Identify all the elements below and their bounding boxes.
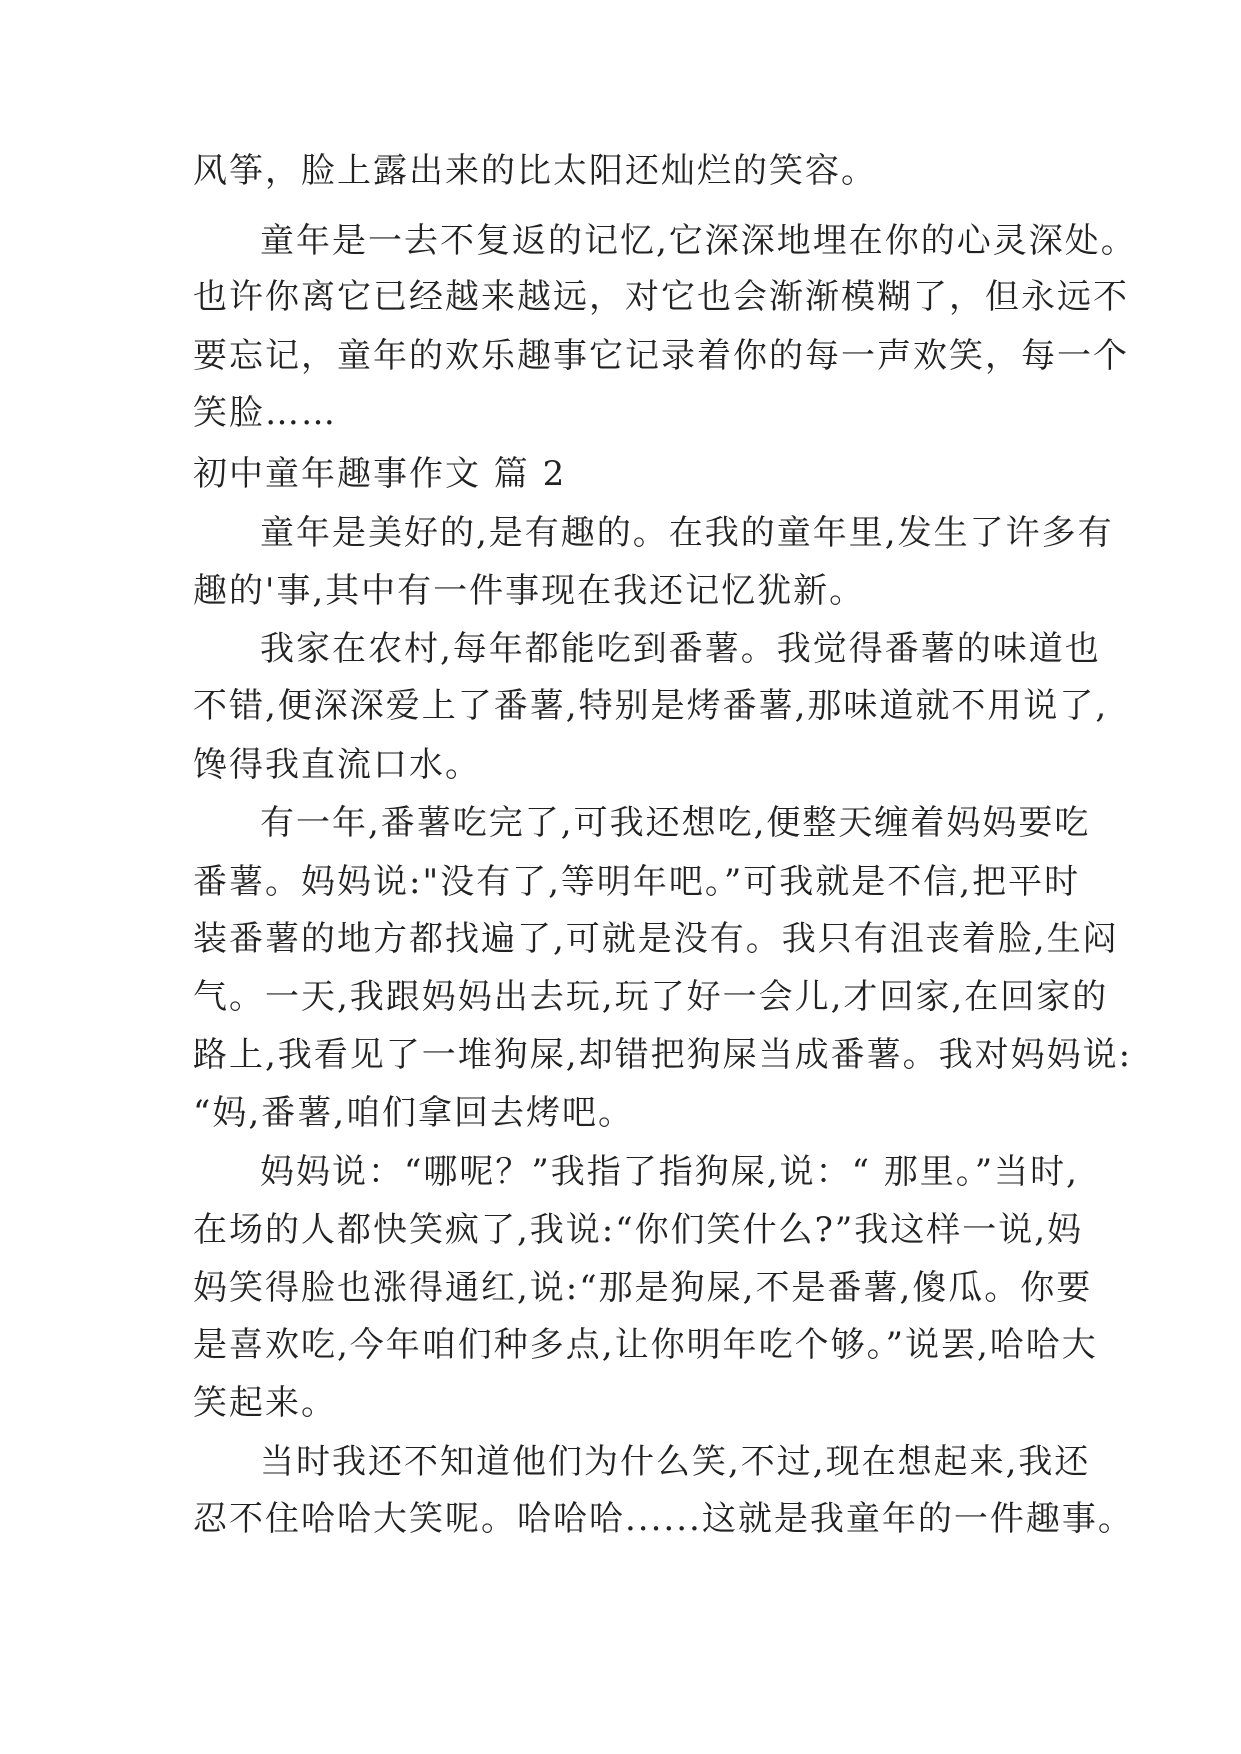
text-line: 当时我还不知道他们为什么笑,不过,现在想起来,我还 [260, 1442, 1091, 1482]
text-line: 也许你离它已经越来越远，对它也会渐渐模糊了，但永远不 [193, 277, 1129, 317]
text-line: 有一年,番薯吃完了,可我还想吃,便整天缠着妈妈要吃 [260, 803, 1091, 843]
text-line: 妈妈说：“哪呢？”我指了指狗屎,说：“ 那里。”当时, [260, 1152, 1079, 1192]
text-line: 趣的'事,其中有一件事现在我还记忆犹新。 [193, 571, 866, 611]
text-line: 是喜欢吃,今年咱们种多点,让你明年吃个够。”说罢,哈哈大 [193, 1325, 1098, 1365]
text-line: 童年是一去不复返的记忆,它深深地埋在你的心灵深处。 [260, 221, 1137, 261]
section-heading: 初中童年趣事作文 篇 2 [193, 454, 567, 494]
text-line: 番薯。妈妈说:"没有了,等明年吧。”可我就是不信,把平时 [193, 862, 1081, 902]
text-line: 笑脸…… [193, 393, 337, 433]
text-line: 风筝，脸上露出来的比太阳还灿烂的笑容。 [193, 151, 877, 191]
text-line: 要忘记，童年的欢乐趣事它记录着你的每一声欢笑，每一个 [193, 336, 1129, 376]
text-line: 馋得我直流口水。 [193, 745, 481, 785]
text-line: 我家在农村,每年都能吃到番薯。我觉得番薯的味道也 [260, 629, 1101, 669]
text-line: 路上,我看见了一堆狗屎,却错把狗屎当成番薯。我对妈妈说: [193, 1035, 1133, 1075]
text-line: 不错,便深深爱上了番薯,特别是烤番薯,那味道就不用说了, [193, 686, 1109, 726]
text-line: 装番薯的地方都找遍了,可就是没有。我只有沮丧着脸,生闷 [193, 919, 1119, 959]
text-line: 忍不住哈哈大笑呢。哈哈哈......这就是我童年的一件趣事。 [193, 1499, 1134, 1539]
text-line: 在场的人都快笑疯了,我说:“你们笑什么?”我这样一说,妈 [193, 1210, 1084, 1250]
text-line: 妈笑得脸也涨得通红,说:“那是狗屎,不是番薯,傻瓜。你要 [193, 1268, 1093, 1308]
text-line: “妈,番薯,咱们拿回去烤吧。 [193, 1093, 634, 1133]
text-line: 童年是美好的,是有趣的。在我的童年里,发生了许多有 [260, 513, 1114, 553]
text-line: 笑起来。 [193, 1383, 337, 1423]
text-line: 气。一天,我跟妈妈出去玩,玩了好一会儿,才回家,在回家的 [193, 977, 1109, 1017]
